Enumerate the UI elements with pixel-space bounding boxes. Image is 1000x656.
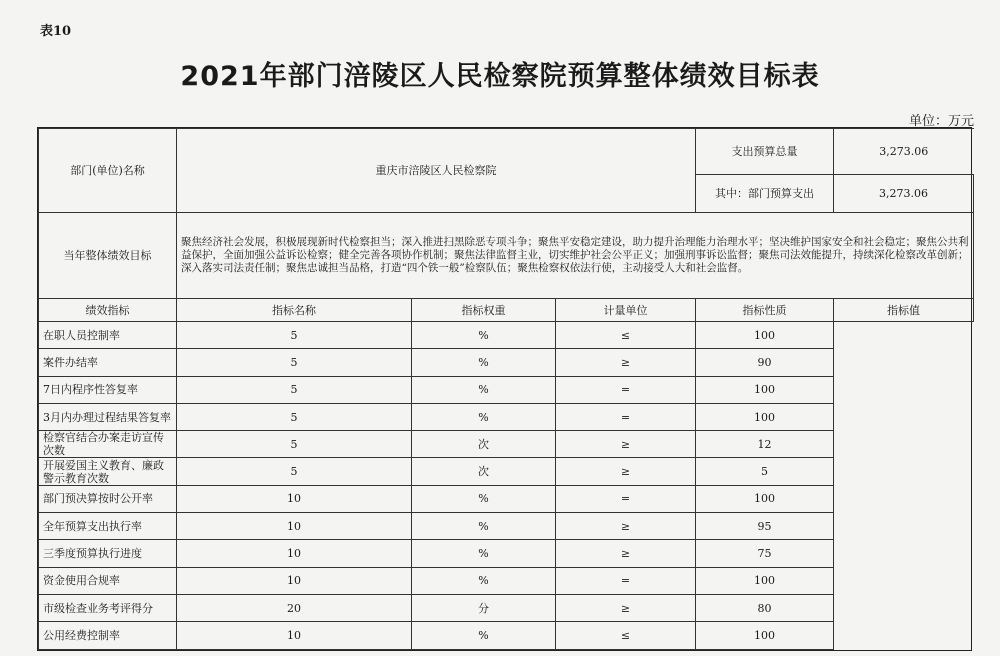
- table-row: [39, 485, 974, 512]
- table-row: [39, 567, 974, 594]
- budget-total-value: 3,273.06: [834, 129, 974, 175]
- indicator-unit: %: [412, 622, 556, 649]
- indicator-unit: %: [412, 322, 556, 349]
- indicator-value: 100: [696, 376, 834, 403]
- indicator-name: 7日内程序性答复率: [39, 376, 177, 403]
- table-row: [39, 403, 974, 430]
- indicator-weight: 5: [177, 349, 412, 376]
- indicator-value: 95: [696, 513, 834, 540]
- table-number: 表10: [40, 24, 72, 39]
- indicator-nature: ≥: [556, 513, 696, 540]
- indicator-name: 检察官结合办案走访宣传次数: [39, 431, 177, 458]
- indicator-name: 部门预决算按时公开率: [39, 485, 177, 512]
- indicator-name: 3月内办理过程结果答复率: [39, 403, 177, 430]
- header-nature: 指标性质: [696, 299, 834, 322]
- budget-total-label: 支出预算总量: [696, 129, 834, 175]
- indicator-value: 12: [696, 431, 834, 458]
- indicator-nature: ≤: [556, 622, 696, 649]
- indicator-name: 案件办结率: [39, 349, 177, 376]
- indicator-name: 市级检查业务考评得分: [39, 594, 177, 621]
- indicator-name: 三季度预算执行进度: [39, 540, 177, 567]
- indicator-weight: 5: [177, 403, 412, 430]
- indicator-weight: 10: [177, 567, 412, 594]
- indicator-name: 全年预算支出执行率: [39, 513, 177, 540]
- indicator-weight: 10: [177, 540, 412, 567]
- indicator-value: 80: [696, 594, 834, 621]
- indicator-name: 资金使用合规率: [39, 567, 177, 594]
- table-row: [39, 594, 974, 621]
- indicator-weight: 10: [177, 485, 412, 512]
- indicator-unit: 分: [412, 594, 556, 621]
- dept-budget-label: 其中：部门预算支出: [696, 175, 834, 213]
- indicator-unit: %: [412, 403, 556, 430]
- table-row: [39, 513, 974, 540]
- annual-goal-text: 聚焦经济社会发展，积极展现新时代检察担当；深入推进扫黑除恶专项斗争；聚焦平安稳定建设，助力提升治理能力治理水平；坚决维护国家安全和社会稳定；聚焦公共利益保护，全面加强公益诉讼检察；健全完善各项协作机制；聚焦法律监督主业，切实维护社会公平正义；加强刑事诉讼监督；聚焦司法效能提升，持续深化检察改革创新；深入落实司法责任制；聚焦忠诚担当品格，打造“四个铁一般”检察队伍；聚焦检察权依法行使，主动接受人大和社会监督。: [177, 213, 974, 299]
- indicator-name: 公用经费控制率: [39, 622, 177, 649]
- header-value: 指标值: [834, 299, 974, 322]
- indicator-weight: 10: [177, 622, 412, 649]
- annual-goal-label: 当年整体绩效目标: [39, 213, 177, 299]
- table-row: [39, 458, 974, 485]
- indicator-weight: 10: [177, 513, 412, 540]
- dept-name-value: 重庆市涪陵区人民检察院: [177, 129, 696, 213]
- indicator-nature: ≥: [556, 431, 696, 458]
- table-row: [39, 349, 974, 376]
- indicator-unit: %: [412, 567, 556, 594]
- indicator-unit: %: [412, 376, 556, 403]
- indicator-nature: =: [556, 376, 696, 403]
- indicator-weight: 5: [177, 431, 412, 458]
- indicator-weight: 5: [177, 376, 412, 403]
- indicator-unit: 次: [412, 431, 556, 458]
- performance-table: [37, 127, 972, 651]
- indicator-nature: =: [556, 403, 696, 430]
- indicator-nature: =: [556, 485, 696, 512]
- indicator-nature: ≥: [556, 349, 696, 376]
- dept-budget-value: 3,273.06: [834, 175, 974, 213]
- header-weight: 指标权重: [412, 299, 556, 322]
- document-title: 2021年部门涪陵区人民检察院预算整体绩效目标表: [180, 61, 820, 92]
- indicator-weight: 5: [177, 322, 412, 349]
- indicator-unit: 次: [412, 458, 556, 485]
- indicator-nature: ≥: [556, 594, 696, 621]
- header-indicator-name: 指标名称: [177, 299, 412, 322]
- indicator-nature: ≤: [556, 322, 696, 349]
- indicator-value: 75: [696, 540, 834, 567]
- indicator-unit: %: [412, 513, 556, 540]
- table-row: [39, 322, 974, 349]
- indicator-nature: =: [556, 567, 696, 594]
- indicator-name: 开展爱国主义教育、廉政警示教育次数: [39, 458, 177, 485]
- table-row: [39, 376, 974, 403]
- indicator-value: 5: [696, 458, 834, 485]
- table-row: [39, 431, 974, 458]
- indicator-value: 100: [696, 403, 834, 430]
- header-unit: 计量单位: [556, 299, 696, 322]
- table-row: [39, 540, 974, 567]
- indicators-section-label: 绩效指标: [39, 299, 177, 322]
- indicator-value: 100: [696, 567, 834, 594]
- indicator-nature: ≥: [556, 458, 696, 485]
- indicator-value: 100: [696, 622, 834, 649]
- unit-label: 单位：万元: [908, 114, 974, 129]
- indicator-unit: %: [412, 485, 556, 512]
- dept-name-label: 部门(单位)名称: [39, 129, 177, 213]
- table-row: [39, 622, 974, 649]
- indicator-weight: 5: [177, 458, 412, 485]
- indicator-value: 100: [696, 322, 834, 349]
- indicator-value: 90: [696, 349, 834, 376]
- indicator-unit: %: [412, 349, 556, 376]
- indicator-weight: 20: [177, 594, 412, 621]
- indicator-value: 100: [696, 485, 834, 512]
- indicator-name: 在职人员控制率: [39, 322, 177, 349]
- indicator-nature: ≥: [556, 540, 696, 567]
- indicator-unit: %: [412, 540, 556, 567]
